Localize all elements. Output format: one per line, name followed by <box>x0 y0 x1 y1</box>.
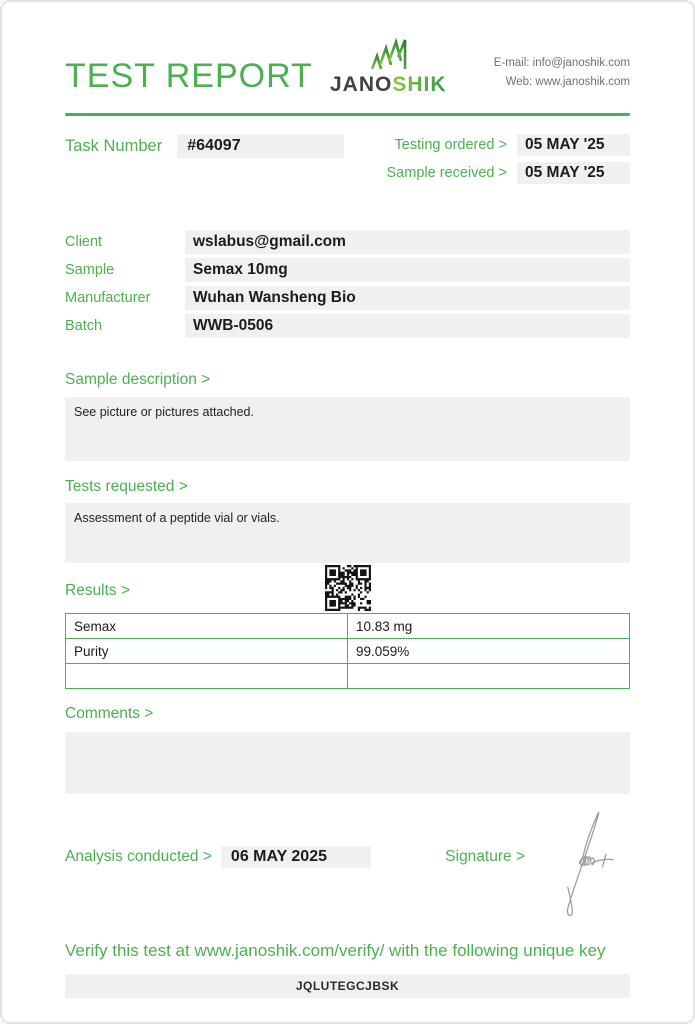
result-value <box>348 664 630 689</box>
header-divider <box>65 113 630 116</box>
analysis-conducted-label: Analysis conducted > <box>65 848 212 865</box>
tests-requested-label: Tests requested > <box>65 478 188 495</box>
task-dates <box>387 134 631 190</box>
task-section <box>65 134 630 190</box>
page-title: TEST REPORT <box>65 57 313 95</box>
testing-ordered-row <box>387 134 631 156</box>
logo-text-jano: JANO <box>329 73 393 96</box>
janoshik-logo <box>330 38 447 95</box>
footer <box>65 941 630 998</box>
testing-ordered-label: Testing ordered > <box>394 137 507 153</box>
batch-label: Batch <box>65 318 103 334</box>
detail-row-manufacturer <box>65 286 630 310</box>
table-row <box>66 614 630 639</box>
result-name: Purity <box>66 639 348 664</box>
comments-text <box>65 732 630 794</box>
client-label: Client <box>65 234 103 250</box>
results-table <box>65 613 630 689</box>
result-value: 10.83 mg <box>348 614 630 639</box>
logo-wordmark <box>330 74 447 95</box>
detail-row-client <box>65 230 630 254</box>
contact-web: Web: www.janoshik.com <box>505 75 630 88</box>
result-name: Semax <box>66 614 348 639</box>
sample-description-label: Sample description > <box>65 371 211 388</box>
comments-label: Comments > <box>65 705 154 722</box>
result-value: 99.059% <box>348 639 630 664</box>
analysis-signature-row <box>65 846 630 868</box>
contact-info <box>494 54 630 95</box>
task-number-value: #64097 <box>177 134 344 158</box>
analysis-date: 06 MAY 2025 <box>221 846 371 868</box>
manufacturer-value: Wuhan Wansheng Bio <box>185 286 630 310</box>
unique-key: JQLUTEGCJBSK <box>65 974 630 998</box>
qr-code <box>324 565 371 611</box>
testing-ordered-date: 05 MAY '25 <box>517 134 630 156</box>
sample-received-date: 05 MAY '25 <box>517 162 630 184</box>
sample-description-text: See picture or pictures attached. <box>65 397 630 461</box>
detail-row-sample <box>65 258 630 282</box>
verify-text: Verify this test at www.janoshik.com/verify/ with the following unique key <box>65 941 606 960</box>
signature-image <box>542 804 622 926</box>
sample-label: Sample <box>65 262 115 278</box>
table-row <box>66 664 630 689</box>
logo-text-shik: SHIK <box>392 73 447 96</box>
sample-value: Semax 10mg <box>185 258 630 282</box>
header <box>2 2 693 113</box>
results-section <box>65 582 630 689</box>
table-row <box>66 639 630 664</box>
manufacturer-label: Manufacturer <box>65 290 151 306</box>
comments-section <box>65 705 630 794</box>
results-label: Results > <box>65 582 131 599</box>
sample-received-label: Sample received > <box>386 165 507 181</box>
tests-requested-text: Assessment of a peptide vial or vials. <box>65 503 630 563</box>
client-value: wslabus@gmail.com <box>185 230 630 254</box>
details-section <box>65 230 630 338</box>
contact-email: E-mail: info@janoshik.com <box>493 57 630 70</box>
result-name <box>66 664 348 689</box>
detail-row-batch <box>65 314 630 338</box>
sample-description-section <box>65 371 630 461</box>
signature-label: Signature > <box>445 848 525 865</box>
tests-requested-section <box>65 478 630 563</box>
sample-received-row <box>387 162 631 184</box>
task-number-label: Task Number <box>65 137 163 155</box>
batch-value: WWB-0506 <box>185 314 630 338</box>
logo-chart-icon <box>365 38 411 72</box>
